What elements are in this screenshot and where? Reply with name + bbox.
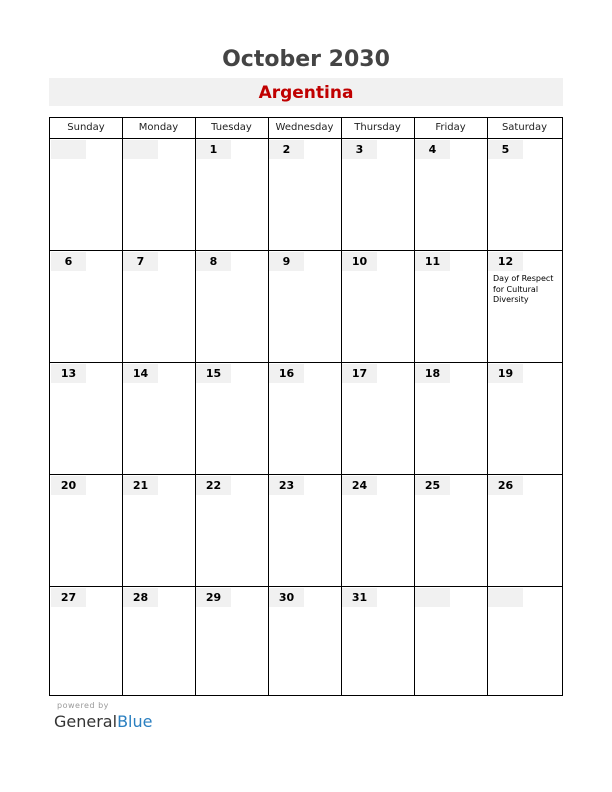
weekday-header-thursday: Thursday [354, 122, 401, 133]
day-number: 9 [269, 252, 304, 271]
day-cell[interactable] [51, 475, 122, 586]
day-cell[interactable] [415, 251, 487, 362]
day-cell[interactable] [196, 251, 268, 362]
day-number: 30 [269, 588, 304, 607]
day-cell[interactable] [269, 363, 341, 474]
weekday-header-wednesday: Wednesday [275, 122, 334, 133]
weekday-header-tuesday: Tuesday [211, 122, 252, 133]
day-cell[interactable] [342, 475, 414, 586]
day-cell[interactable] [123, 139, 195, 250]
day-cell[interactable] [342, 587, 414, 695]
day-number: 16 [269, 364, 304, 383]
day-number: 2 [269, 140, 304, 159]
day-cell[interactable] [415, 587, 487, 695]
day-cell[interactable] [415, 139, 487, 250]
day-number: 27 [51, 588, 86, 607]
weekday-header-saturday: Saturday [501, 122, 548, 133]
empty-day-box [415, 588, 450, 607]
weekday-header-monday: Monday [138, 122, 179, 133]
day-cell[interactable] [123, 251, 195, 362]
day-cell[interactable] [51, 251, 122, 362]
day-cell[interactable] [488, 251, 562, 362]
day-number: 7 [123, 252, 158, 271]
day-cell[interactable] [123, 475, 195, 586]
empty-day-box [51, 140, 86, 159]
day-cell[interactable] [196, 587, 268, 695]
day-cell[interactable] [51, 587, 122, 695]
day-number: 25 [415, 476, 450, 495]
day-cell[interactable] [196, 363, 268, 474]
calendar-grid [49, 117, 563, 696]
empty-day-box [488, 588, 523, 607]
logo-general-text: General [54, 712, 118, 731]
country-banner [49, 78, 563, 106]
day-number: 4 [415, 140, 450, 159]
day-cell[interactable] [342, 139, 414, 250]
day-cell[interactable] [51, 363, 122, 474]
day-cell[interactable] [342, 363, 414, 474]
day-cell[interactable] [269, 139, 341, 250]
generalblue-logo[interactable] [54, 712, 152, 731]
page-title: October 2030 [222, 47, 390, 72]
country-name: Argentina [258, 83, 354, 103]
day-number: 6 [51, 252, 86, 271]
day-cell[interactable] [269, 587, 341, 695]
day-cell[interactable] [269, 475, 341, 586]
day-number: 26 [488, 476, 523, 495]
day-number: 5 [488, 140, 523, 159]
day-cell[interactable] [342, 251, 414, 362]
day-number: 8 [196, 252, 231, 271]
day-number: 19 [488, 364, 523, 383]
day-cell[interactable] [269, 251, 341, 362]
day-number: 18 [415, 364, 450, 383]
day-number: 14 [123, 364, 158, 383]
day-number: 31 [342, 588, 377, 607]
day-cell[interactable] [123, 587, 195, 695]
day-cell[interactable] [51, 139, 122, 250]
day-number: 3 [342, 140, 377, 159]
logo-blue-text: Blue [117, 712, 153, 731]
weekday-header-sunday: Sunday [67, 122, 105, 133]
empty-day-box [123, 140, 158, 159]
day-number: 23 [269, 476, 304, 495]
holiday-label: Day of Respect for Cultural Diversity [493, 274, 554, 304]
day-number: 11 [415, 252, 450, 271]
day-number: 12 [488, 252, 523, 271]
day-number: 21 [123, 476, 158, 495]
day-number: 22 [196, 476, 231, 495]
day-cell[interactable] [415, 475, 487, 586]
day-cell[interactable] [196, 139, 268, 250]
day-cell[interactable] [415, 363, 487, 474]
day-number: 15 [196, 364, 231, 383]
day-number: 17 [342, 364, 377, 383]
day-number: 10 [342, 252, 377, 271]
day-cell[interactable] [488, 587, 562, 695]
day-cell[interactable] [488, 475, 562, 586]
day-number: 1 [196, 140, 231, 159]
day-number: 28 [123, 588, 158, 607]
powered-by-label: powered by [57, 701, 109, 710]
day-number: 13 [51, 364, 86, 383]
day-cell[interactable] [488, 363, 562, 474]
day-cell[interactable] [488, 139, 562, 250]
day-number: 29 [196, 588, 231, 607]
day-cell[interactable] [196, 475, 268, 586]
day-cell[interactable] [123, 363, 195, 474]
day-number: 20 [51, 476, 86, 495]
weekday-header-friday: Friday [435, 122, 466, 133]
day-number: 24 [342, 476, 377, 495]
